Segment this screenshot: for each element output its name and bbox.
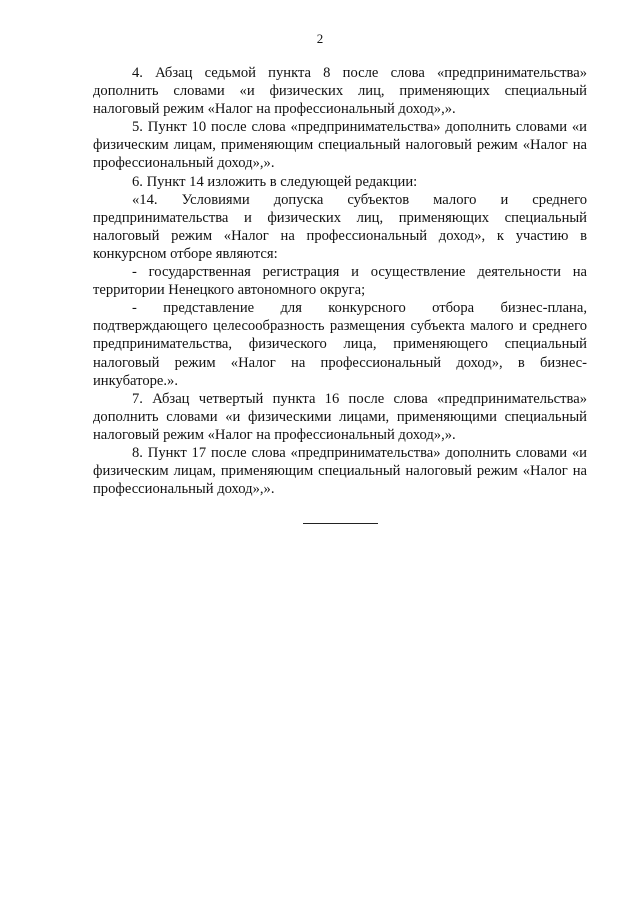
paragraph-condition-business-plan: - представление для конкурсного отбора бизнес-плана, подтверждающего целесообразность размещения субъекта малого и среднего предпринимательства, физического лица, применяющего специальный налоговый режим «Налог на профессиональный доход», в бизнес-инкубаторе.». [93,300,587,389]
paragraph-item-14-intro: «14. Условиями допуска субъектов малого и среднего предпринимательства и физических лиц, применяющих специальный налоговый режим «Налог на профессиональный доход», к участию в конкурсном отборе являются: [93,191,587,262]
paragraph-item-6: 6. Пункт 14 изложить в следующей редакции: [132,173,418,190]
paragraph-item-4: 4. Абзац седьмой пункта 8 после слова «предпринимательства» дополнить словами «и физических лиц, применяющих специальный налоговый режим «Налог на профессиональный доход»,». [93,65,587,118]
page-number: 2 [316,31,324,46]
paragraph-item-7: 7. Абзац четвертый пункта 16 после слова «предпринимательства» дополнить словами «и физическими лицами, применяющими специальный налоговый режим «Налог на профессиональный доход»,». [93,390,587,443]
document-body [93,64,587,498]
end-divider-line [303,523,378,524]
paragraph-item-5: 5. Пункт 10 после слова «предпринимательства» дополнить словами «и физическим лицам, применяющим специальный налоговый режим «Налог на профессиональный доход»,». [93,119,587,172]
paragraph-item-8: 8. Пункт 17 после слова «предпринимательства» дополнить словами «и физическим лицам, применяющим специальный налоговый режим «Налог на профессиональный доход»,». [93,444,587,498]
paragraph-condition-registration: - государственная регистрация и осуществление деятельности на территории Ненецкого автономного округа; [93,264,587,299]
